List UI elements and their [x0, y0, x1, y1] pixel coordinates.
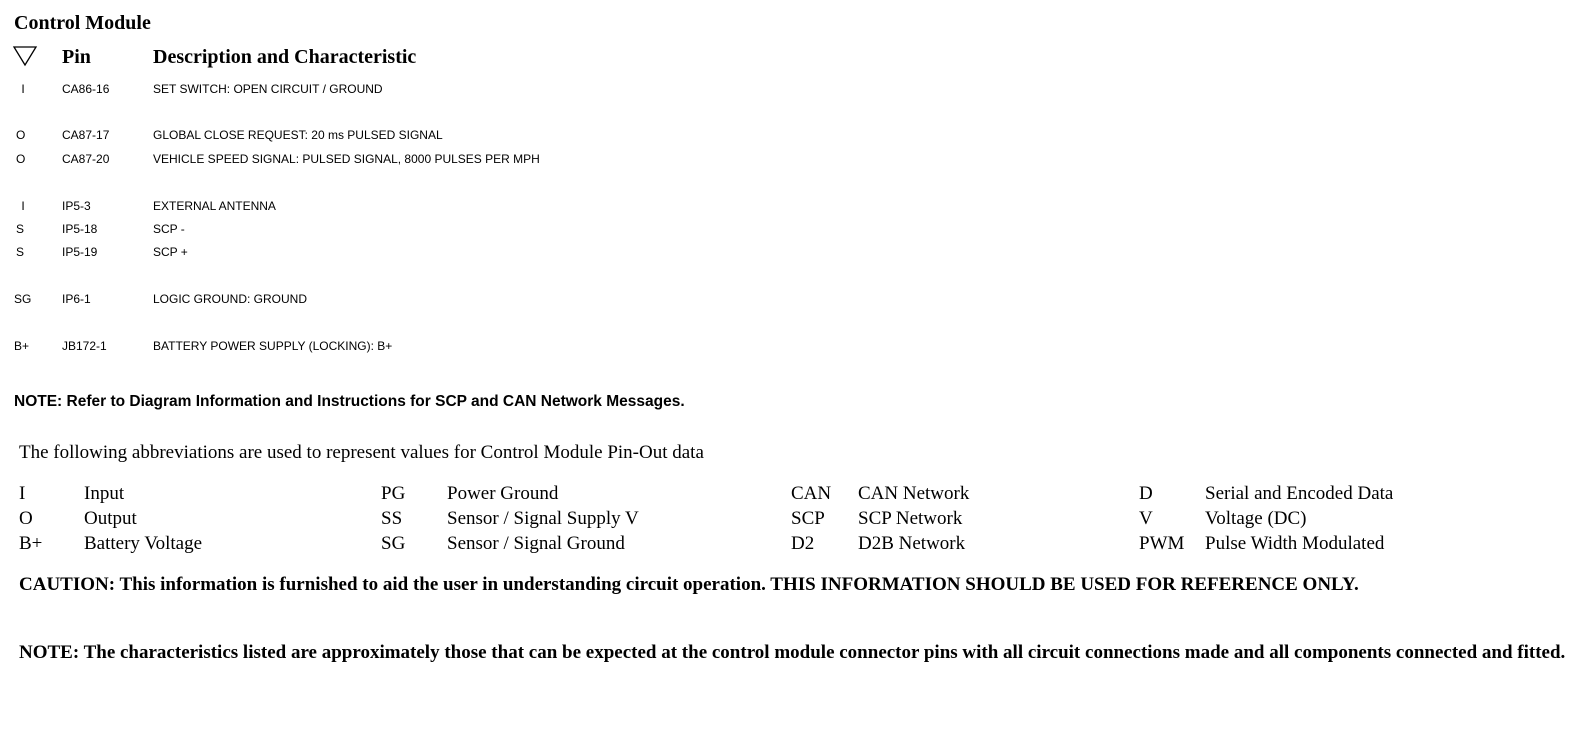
abbreviation-code: D — [1139, 483, 1153, 504]
pin-id: IP6-1 — [62, 292, 91, 306]
abbreviation-meaning: Serial and Encoded Data — [1205, 483, 1394, 504]
pin-description: GLOBAL CLOSE REQUEST: 20 ms PULSED SIGNAL — [153, 128, 443, 142]
abbreviation-meaning: Output — [84, 508, 137, 529]
pin-id: CA87-20 — [62, 152, 110, 166]
abbreviation-code: SG — [381, 533, 406, 554]
pin-description: SET SWITCH: OPEN CIRCUIT / GROUND — [153, 82, 383, 96]
abbreviation-code: PWM — [1139, 533, 1185, 554]
abbreviation-meaning: Voltage (DC) — [1205, 508, 1307, 529]
abbreviations-intro: The following abbreviations are used to represent values for Control Module Pin-Out data — [19, 442, 704, 463]
triangle-down-icon — [12, 44, 38, 68]
abbreviation-meaning: Battery Voltage — [84, 533, 203, 554]
abbreviation-meaning: Input — [84, 483, 125, 504]
abbreviation-code: O — [19, 508, 33, 529]
pin-description: EXTERNAL ANTENNA — [153, 199, 276, 213]
pin-type: I — [21, 82, 25, 96]
pin-id: IP5-18 — [62, 222, 98, 236]
abbreviation-code: B+ — [19, 533, 43, 554]
pin-type: O — [16, 152, 26, 166]
abbreviation-code: V — [1139, 508, 1153, 529]
abbreviation-code: SCP — [791, 508, 825, 529]
pin-description: BATTERY POWER SUPPLY (LOCKING): B+ — [153, 339, 393, 353]
abbreviation-code: CAN — [791, 483, 832, 504]
description-column-header: Description and Characteristic — [153, 46, 417, 68]
abbreviation-meaning: SCP Network — [858, 508, 963, 529]
caution-notice: CAUTION: This information is furnished to aid the user in understanding circuit operation. THIS INFORMATION SHOULD BE USED FOR REFERENCE ONLY. — [19, 574, 1359, 595]
pin-type: SG — [14, 292, 32, 306]
pin-type: I — [21, 199, 25, 213]
characteristics-note: NOTE: The characteristics listed are approximately those that can be expected at the control module connector pins with all circuit connections made and all components connected and fitted. — [19, 642, 1566, 663]
pin-type: O — [16, 128, 26, 142]
abbreviation-meaning: Pulse Width Modulated — [1205, 533, 1385, 554]
abbreviation-meaning: D2B Network — [858, 533, 966, 554]
abbreviation-code: PG — [381, 483, 406, 504]
abbreviation-meaning: Power Ground — [447, 483, 559, 504]
network-messages-note: NOTE: Refer to Diagram Information and Instructions for SCP and CAN Network Messages. — [14, 393, 685, 410]
pin-description: SCP - — [153, 222, 185, 236]
pin-id: IP5-3 — [62, 199, 91, 213]
abbreviation-meaning: Sensor / Signal Ground — [447, 533, 625, 554]
abbreviation-code: D2 — [791, 533, 815, 554]
pin-column-header: Pin — [62, 46, 91, 68]
pin-description: VEHICLE SPEED SIGNAL: PULSED SIGNAL, 8000 PULSES PER MPH — [153, 152, 540, 166]
abbreviation-code: SS — [381, 508, 403, 529]
pin-id: CA87-17 — [62, 128, 110, 142]
pin-type: S — [16, 222, 25, 236]
abbreviation-meaning: CAN Network — [858, 483, 970, 504]
pin-description: SCP + — [153, 245, 188, 259]
abbreviation-meaning: Sensor / Signal Supply V — [447, 508, 639, 529]
page-title: Control Module — [14, 12, 151, 34]
pin-type: S — [16, 245, 25, 259]
pin-type: B+ — [14, 339, 30, 353]
pin-id: IP5-19 — [62, 245, 98, 259]
pin-id: JB172-1 — [62, 339, 107, 353]
pin-description: LOGIC GROUND: GROUND — [153, 292, 308, 306]
pin-id: CA86-16 — [62, 82, 110, 96]
abbreviation-code: I — [19, 483, 26, 504]
